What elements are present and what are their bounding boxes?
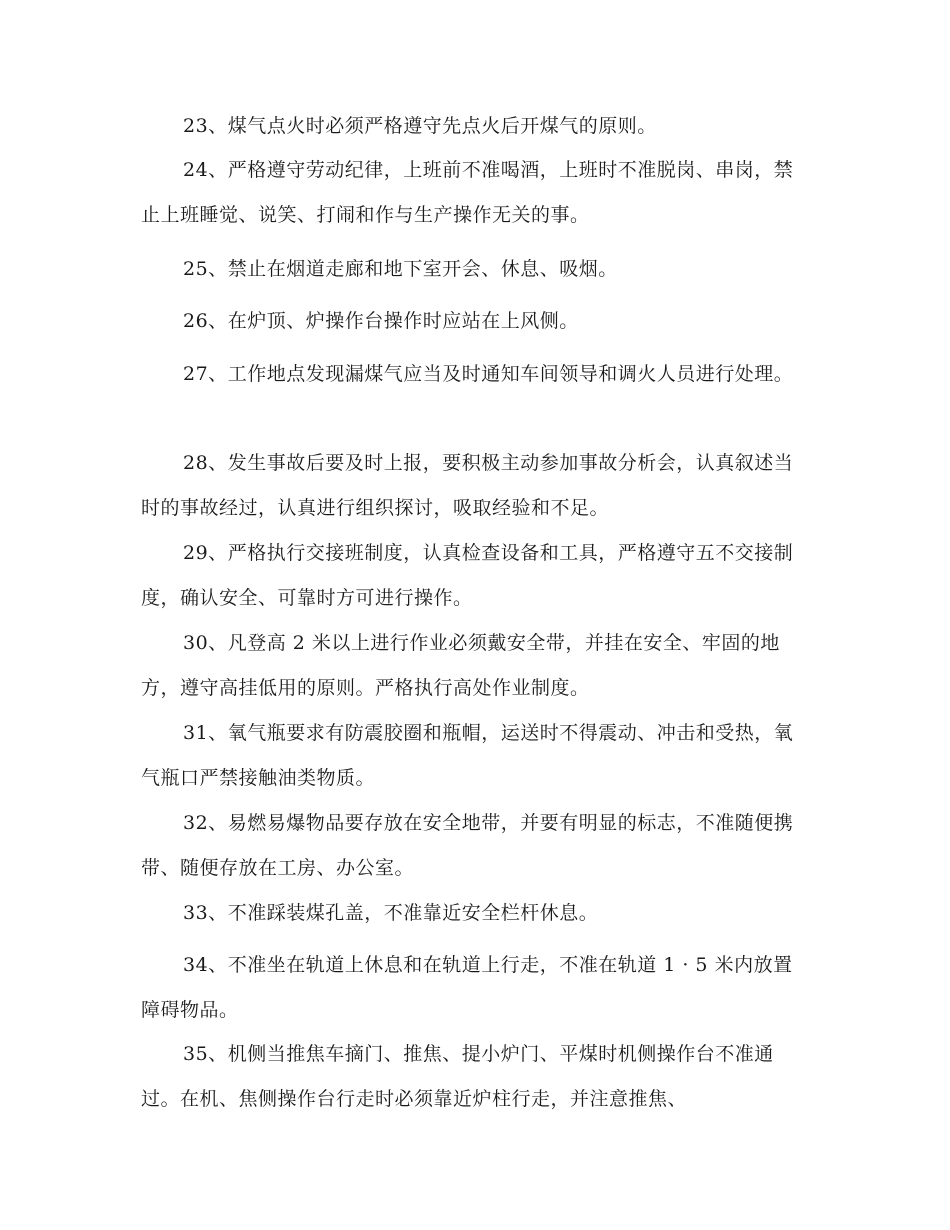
item-text: 禁止在烟道走廊和地下室开会、休息、吸烟。 (227, 258, 618, 280)
item-number: 27、 (183, 363, 228, 385)
list-item (141, 621, 809, 711)
list-item (141, 531, 809, 621)
item-text: 工作地点发现漏煤气应当及时通知车间领导和调火人员进行处理。 (227, 363, 794, 385)
list-item (141, 299, 809, 344)
item-number: 26、 (183, 310, 228, 332)
item-text: 氧气瓶要求有防震胶圈和瓶帽，运送时不得震动、冲击和受热，氧气瓶口严禁接触油类物质。 (141, 722, 794, 789)
item-number: 23、 (183, 115, 228, 137)
item-number: 25、 (183, 258, 228, 280)
item-number: 35、 (183, 1043, 228, 1065)
item-text: 不准坐在轨道上休息和在轨道上行走，不准在轨道 1 · 5 米内放置障碍物品。 (141, 954, 793, 1021)
item-number: 31、 (183, 722, 228, 744)
item-number: 32、 (183, 812, 228, 834)
list-item (141, 104, 809, 149)
list-item (141, 247, 809, 292)
item-text: 易燃易爆物品要存放在安全地带，并要有明显的标志，不准随便携带、随便存放在工房、办公室。 (141, 812, 794, 879)
item-text: 煤气点火时必须严格遵守先点火后开煤气的原则。 (227, 115, 657, 137)
list-item (141, 352, 809, 397)
item-number: 33、 (183, 902, 228, 924)
list-item (141, 891, 809, 936)
item-number: 28、 (183, 452, 228, 474)
item-number: 29、 (183, 542, 228, 564)
item-number: 24、 (183, 159, 228, 181)
list-item (141, 441, 809, 531)
item-number: 30、 (183, 632, 228, 654)
item-text: 不准踩装煤孔盖，不准靠近安全栏杆休息。 (227, 902, 599, 924)
item-text: 在炉顶、炉操作台操作时应站在上风侧。 (227, 310, 579, 332)
list-item (141, 801, 809, 891)
list-item (141, 1032, 809, 1122)
item-text: 机侧当推焦车摘门、推焦、提小炉门、平煤时机侧操作台不准通过。在机、焦侧操作台行走时必须靠近炉柱行走，并注意推焦、 (141, 1043, 774, 1110)
item-text: 发生事故后要及时上报，要积极主动参加事故分析会，认真叙述当时的事故经过，认真进行组织探讨，吸取经验和不足。 (141, 452, 794, 519)
list-item (141, 943, 809, 1033)
item-text: 严格遵守劳动纪律，上班前不准喝酒，上班时不准脱岗、串岗，禁止上班睡觉、说笑、打闹和作与生产操作无关的事。 (141, 159, 794, 226)
list-item (141, 711, 809, 801)
item-text: 凡登高 2 米以上进行作业必须戴安全带，并挂在安全、牢固的地方，遵守高挂低用的原则。严格执行高处作业制度。 (141, 632, 780, 699)
list-item (141, 148, 809, 238)
item-number: 34、 (183, 954, 228, 976)
item-text: 严格执行交接班制度，认真检查设备和工具，严格遵守五不交接制度，确认安全、可靠时方可进行操作。 (141, 542, 794, 609)
